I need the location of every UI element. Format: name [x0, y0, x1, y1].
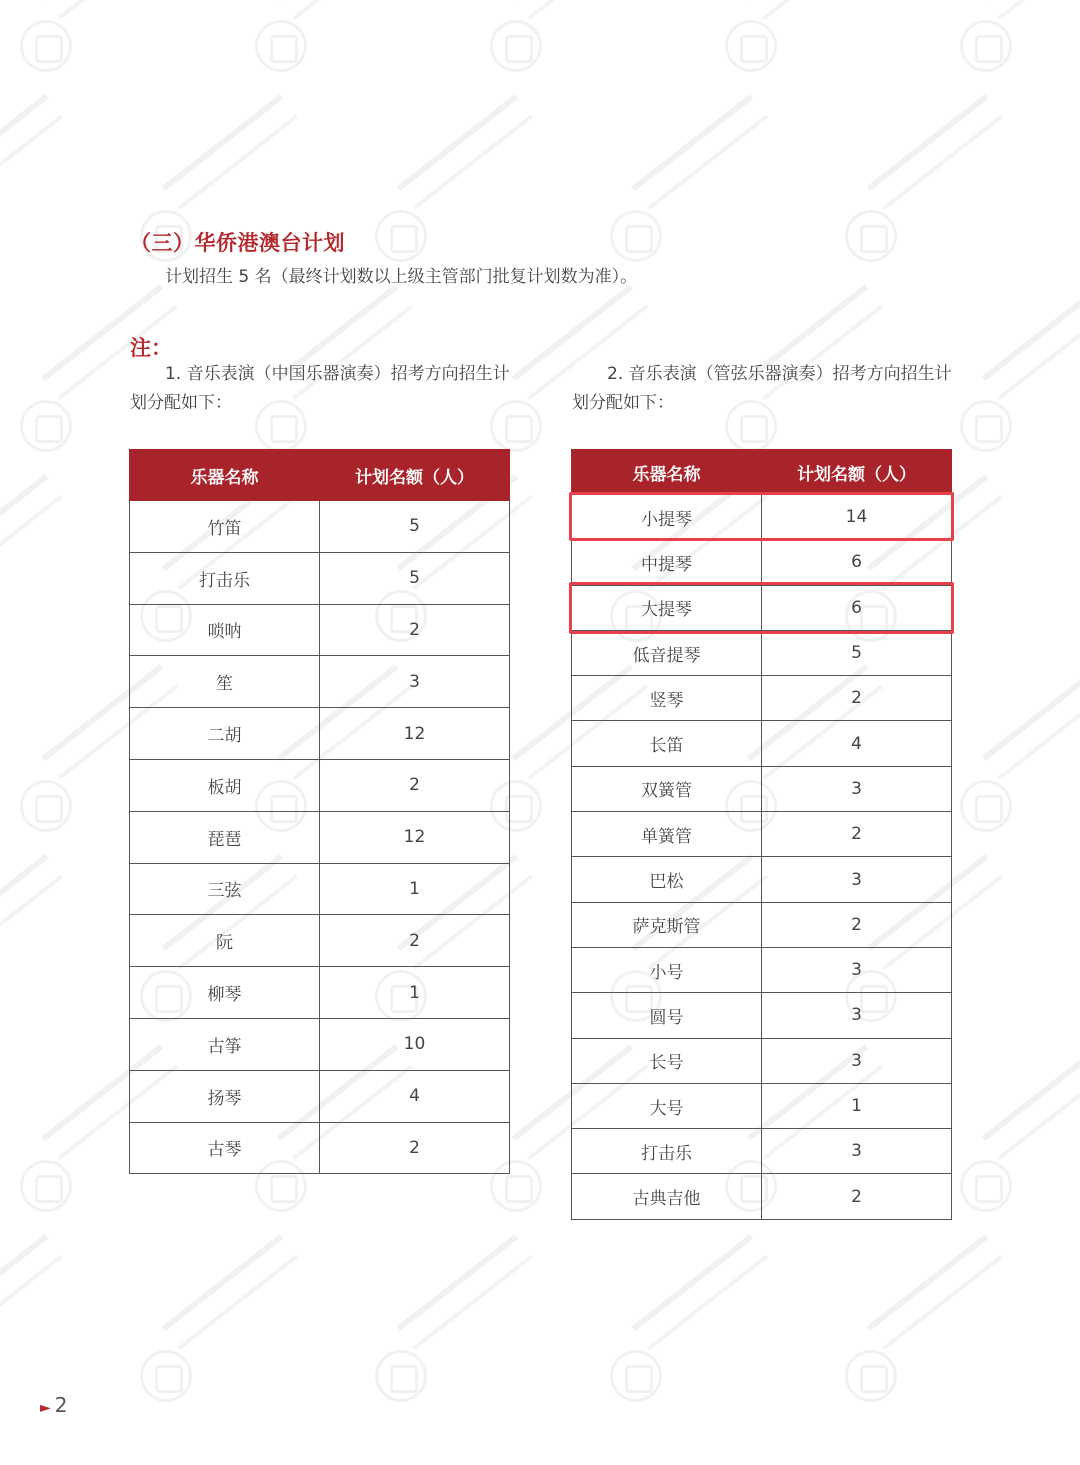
quota-cell: 2 — [320, 604, 510, 656]
instrument-name-cell: 古琴 — [130, 1122, 320, 1174]
highlight-box-cello — [569, 582, 954, 634]
instrument-name-cell: 古筝 — [130, 1018, 320, 1070]
table-row — [130, 759, 510, 811]
watermark-seal — [140, 1310, 340, 1420]
watermark-seal — [610, 170, 810, 280]
instrument-name-cell: 萨克斯管 — [572, 902, 762, 947]
highlight-box-violin — [569, 492, 954, 541]
table-row — [572, 1083, 952, 1128]
instrument-name-cell: 三弦 — [130, 863, 320, 915]
quota-cell: 5 — [320, 552, 510, 604]
instrument-name-cell: 唢呐 — [130, 604, 320, 656]
instrument-name-cell: 竹笛 — [130, 501, 320, 553]
quota-cell: 2 — [762, 676, 952, 721]
quota-cell: 2 — [320, 1122, 510, 1174]
instrument-name-cell: 打击乐 — [130, 552, 320, 604]
table-row — [572, 1174, 952, 1219]
table-row — [130, 552, 510, 604]
instrument-name-cell: 板胡 — [130, 759, 320, 811]
orchestral-instruments-table — [571, 449, 952, 1220]
watermark-seal — [960, 0, 1080, 90]
watermark-seal — [960, 740, 1080, 850]
instrument-name-cell: 扬琴 — [130, 1070, 320, 1122]
instrument-name-cell: 阮 — [130, 915, 320, 967]
instrument-name-cell: 低音提琴 — [572, 630, 762, 675]
table-row — [572, 1129, 952, 1174]
instrument-name-cell: 古典吉他 — [572, 1174, 762, 1219]
instrument-name-cell: 圆号 — [572, 993, 762, 1038]
table-row — [572, 857, 952, 902]
instrument-name-cell: 长笛 — [572, 721, 762, 766]
table-row — [130, 708, 510, 760]
header-instrument-name: 乐器名称 — [572, 450, 762, 495]
quota-cell: 4 — [762, 721, 952, 766]
quota-cell: 5 — [320, 501, 510, 553]
instrument-name-cell: 小提琴 — [572, 495, 762, 540]
table-row — [130, 1122, 510, 1174]
quota-cell: 3 — [320, 656, 510, 708]
instrument-name-cell: 琵琶 — [130, 811, 320, 863]
watermark-seal — [0, 930, 105, 1040]
instrument-name-cell: 巴松 — [572, 857, 762, 902]
watermark-seal — [490, 0, 690, 90]
watermark-seal — [610, 1310, 810, 1420]
table-row — [130, 501, 510, 553]
table-row — [572, 993, 952, 1038]
page-number: 2 — [54, 1393, 68, 1417]
table-row — [572, 947, 952, 992]
watermark-seal — [960, 360, 1080, 470]
table-row — [572, 902, 952, 947]
instrument-name-cell: 小号 — [572, 947, 762, 992]
table-row — [130, 967, 510, 1019]
table-row — [130, 1070, 510, 1122]
watermark-seal — [725, 0, 925, 90]
note-label: 注： — [130, 336, 172, 360]
instrument-name-cell: 大提琴 — [572, 585, 762, 630]
table-row — [572, 676, 952, 721]
section-title: （三）华侨港澳台计划 — [130, 231, 345, 255]
table-row — [572, 540, 952, 585]
instrument-name-cell: 打击乐 — [572, 1129, 762, 1174]
triangle-right-icon: ► — [40, 1400, 51, 1416]
table-header-row — [130, 450, 510, 501]
table-row — [130, 915, 510, 967]
quota-cell: 6 — [762, 540, 952, 585]
quota-cell: 3 — [762, 857, 952, 902]
table-row — [572, 766, 952, 811]
quota-cell: 10 — [320, 1018, 510, 1070]
quota-cell: 3 — [762, 1129, 952, 1174]
instrument-name-cell: 双簧管 — [572, 766, 762, 811]
instrument-name-cell: 大号 — [572, 1083, 762, 1128]
table-header-row — [572, 450, 952, 495]
quota-cell: 3 — [762, 1038, 952, 1083]
quota-cell: 2 — [762, 902, 952, 947]
quota-cell: 12 — [320, 708, 510, 760]
instrument-name-cell: 长号 — [572, 1038, 762, 1083]
quota-cell: 3 — [762, 947, 952, 992]
quota-cell: 12 — [320, 811, 510, 863]
header-quota: 计划名额（人） — [762, 450, 952, 495]
quota-cell: 2 — [762, 812, 952, 857]
instrument-name-cell: 笙 — [130, 656, 320, 708]
quota-cell: 2 — [320, 759, 510, 811]
instrument-name-cell: 中提琴 — [572, 540, 762, 585]
watermark-seal — [0, 550, 105, 660]
header-instrument-name: 乐器名称 — [130, 450, 320, 501]
section-text: 计划招生 5 名（最终计划数以上级主管部门批复计划数为准）。 — [165, 267, 638, 287]
header-quota: 计划名额（人） — [320, 450, 510, 501]
instrument-name-cell: 竖琴 — [572, 676, 762, 721]
watermark-seal — [375, 1310, 575, 1420]
watermark-seal — [845, 1310, 1045, 1420]
watermark-seal — [845, 170, 1045, 280]
page-footer — [40, 1393, 68, 1417]
quota-cell: 3 — [762, 993, 952, 1038]
watermark-seal — [960, 1120, 1080, 1230]
table-row — [130, 656, 510, 708]
table-row — [572, 812, 952, 857]
quota-cell: 6 — [762, 585, 952, 630]
table-row — [572, 630, 952, 675]
chinese-instruments-table — [129, 449, 510, 1174]
quota-cell: 2 — [320, 915, 510, 967]
table-row — [130, 604, 510, 656]
quota-cell: 1 — [320, 863, 510, 915]
table-row — [572, 1038, 952, 1083]
quota-cell: 1 — [320, 967, 510, 1019]
right-table-description: 2. 音乐表演（管弦乐器演奏）招考方向招生计划分配如下： — [572, 364, 952, 413]
table-row — [130, 1018, 510, 1070]
table-row — [130, 863, 510, 915]
watermark-seal — [20, 0, 220, 90]
quota-cell: 2 — [762, 1174, 952, 1219]
watermark-seal — [255, 0, 455, 90]
instrument-name-cell: 单簧管 — [572, 812, 762, 857]
quota-cell: 3 — [762, 766, 952, 811]
instrument-name-cell: 柳琴 — [130, 967, 320, 1019]
quota-cell: 5 — [762, 630, 952, 675]
table-row — [572, 721, 952, 766]
table-row — [130, 811, 510, 863]
left-table-description: 1. 音乐表演（中国乐器演奏）招考方向招生计划分配如下： — [130, 364, 510, 413]
watermark-seal — [0, 170, 105, 280]
quota-cell: 4 — [320, 1070, 510, 1122]
quota-cell: 14 — [762, 495, 952, 540]
instrument-name-cell: 二胡 — [130, 708, 320, 760]
quota-cell: 1 — [762, 1083, 952, 1128]
